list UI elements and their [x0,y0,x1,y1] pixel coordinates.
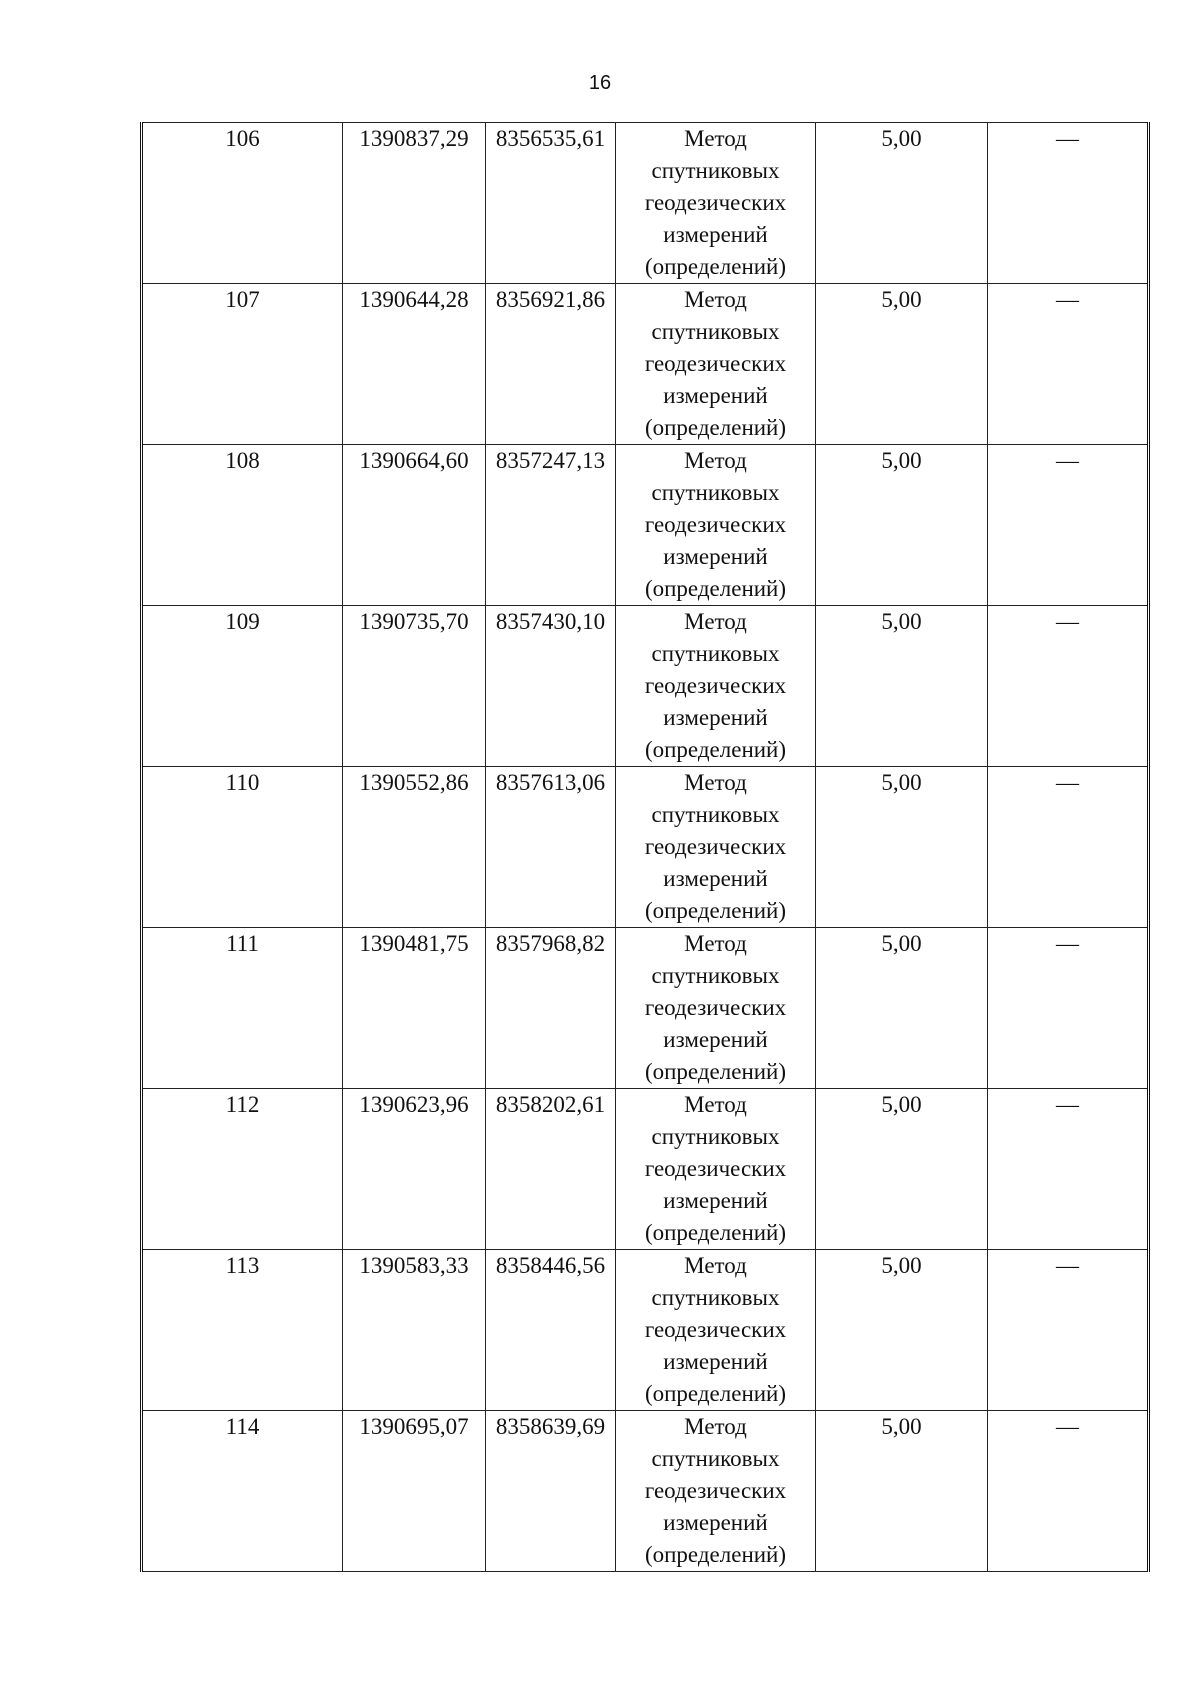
dash-cell: — [988,123,1149,284]
table-row [142,1411,1149,1572]
method-line: (определений) [644,898,787,923]
point-number-cell: 114 [142,1411,343,1572]
method-line: измерений [663,1188,768,1213]
y-coordinate-cell: 8357968,82 [486,928,616,1089]
method-cell [616,445,816,606]
method-line: Метод [684,609,747,634]
page-number: 16 [588,72,612,94]
method-line: Метод [684,1414,747,1439]
method-cell [616,767,816,928]
method-line: геодезических [644,512,787,537]
table-body [142,123,1149,1572]
y-coordinate-cell: 8357430,10 [486,606,616,767]
x-coordinate-cell: 1390695,07 [343,1411,486,1572]
method-line: (определений) [644,1059,787,1084]
y-coordinate-cell: 8356535,61 [486,123,616,284]
point-number-cell: 109 [142,606,343,767]
x-coordinate-cell: 1390664,60 [343,445,486,606]
method-line: (определений) [644,1542,787,1567]
table-row [142,284,1149,445]
method-line: Метод [684,1253,747,1278]
method-line: измерений [663,1349,768,1374]
accuracy-cell: 5,00 [816,928,988,1089]
method-line: Метод [684,448,747,473]
method-line: геодезических [644,1156,787,1181]
y-coordinate-cell: 8358202,61 [486,1089,616,1250]
method-line: Метод [684,126,747,151]
method-line: измерений [663,866,768,891]
point-number-cell: 110 [142,767,343,928]
dash-cell: — [988,767,1149,928]
method-line: измерений [663,383,768,408]
dash-cell: — [988,928,1149,1089]
method-line: (определений) [644,254,787,279]
y-coordinate-cell: 8357613,06 [486,767,616,928]
accuracy-cell: 5,00 [816,606,988,767]
dash-cell: — [988,606,1149,767]
point-number-cell: 107 [142,284,343,445]
x-coordinate-cell: 1390583,33 [343,1250,486,1411]
method-line: спутниковых [651,319,780,344]
method-line: измерений [663,222,768,247]
x-coordinate-cell: 1390481,75 [343,928,486,1089]
accuracy-cell: 5,00 [816,1089,988,1250]
method-cell [616,1250,816,1411]
table-row [142,767,1149,928]
point-number-cell: 106 [142,123,343,284]
method-line: спутниковых [651,1285,780,1310]
accuracy-cell: 5,00 [816,123,988,284]
point-number-cell: 113 [142,1250,343,1411]
accuracy-cell: 5,00 [816,767,988,928]
table-row [142,445,1149,606]
method-line: спутниковых [651,1446,780,1471]
method-line: спутниковых [651,641,780,666]
x-coordinate-cell: 1390837,29 [343,123,486,284]
dash-cell: — [988,445,1149,606]
method-cell [616,606,816,767]
method-cell [616,928,816,1089]
method-line: (определений) [644,415,787,440]
method-line: спутниковых [651,480,780,505]
accuracy-cell: 5,00 [816,1411,988,1572]
dash-cell: — [988,1089,1149,1250]
method-line: спутниковых [651,158,780,183]
x-coordinate-cell: 1390644,28 [343,284,486,445]
method-line: спутниковых [651,1124,780,1149]
accuracy-cell: 5,00 [816,284,988,445]
method-cell [616,1089,816,1250]
method-line: геодезических [644,673,787,698]
method-line: геодезических [644,351,787,376]
x-coordinate-cell: 1390623,96 [343,1089,486,1250]
method-line: Метод [684,287,747,312]
method-line: спутниковых [651,963,780,988]
method-line: измерений [663,544,768,569]
method-line: (определений) [644,1220,787,1245]
x-coordinate-cell: 1390735,70 [343,606,486,767]
y-coordinate-cell: 8356921,86 [486,284,616,445]
method-line: измерений [663,705,768,730]
x-coordinate-cell: 1390552,86 [343,767,486,928]
method-cell [616,284,816,445]
method-line: Метод [684,931,747,956]
coordinates-table [140,122,1150,1572]
table-row [142,606,1149,767]
accuracy-cell: 5,00 [816,1250,988,1411]
method-line: измерений [663,1510,768,1535]
method-cell [616,123,816,284]
method-line: геодезических [644,1317,787,1342]
table-row [142,123,1149,284]
table-row [142,1250,1149,1411]
method-line: (определений) [644,576,787,601]
y-coordinate-cell: 8357247,13 [486,445,616,606]
table-row [142,1089,1149,1250]
point-number-cell: 108 [142,445,343,606]
y-coordinate-cell: 8358639,69 [486,1411,616,1572]
accuracy-cell: 5,00 [816,445,988,606]
y-coordinate-cell: 8358446,56 [486,1250,616,1411]
method-line: (определений) [644,737,787,762]
method-line: геодезических [644,995,787,1020]
method-line: геодезических [644,190,787,215]
dash-cell: — [988,1250,1149,1411]
table-row [142,928,1149,1089]
dash-cell: — [988,1411,1149,1572]
method-line: Метод [684,1092,747,1117]
method-line: измерений [663,1027,768,1052]
method-line: спутниковых [651,802,780,827]
method-line: (определений) [644,1381,787,1406]
point-number-cell: 112 [142,1089,343,1250]
point-number-cell: 111 [142,928,343,1089]
method-cell [616,1411,816,1572]
method-line: геодезических [644,834,787,859]
method-line: Метод [684,770,747,795]
method-line: геодезических [644,1478,787,1503]
dash-cell: — [988,284,1149,445]
